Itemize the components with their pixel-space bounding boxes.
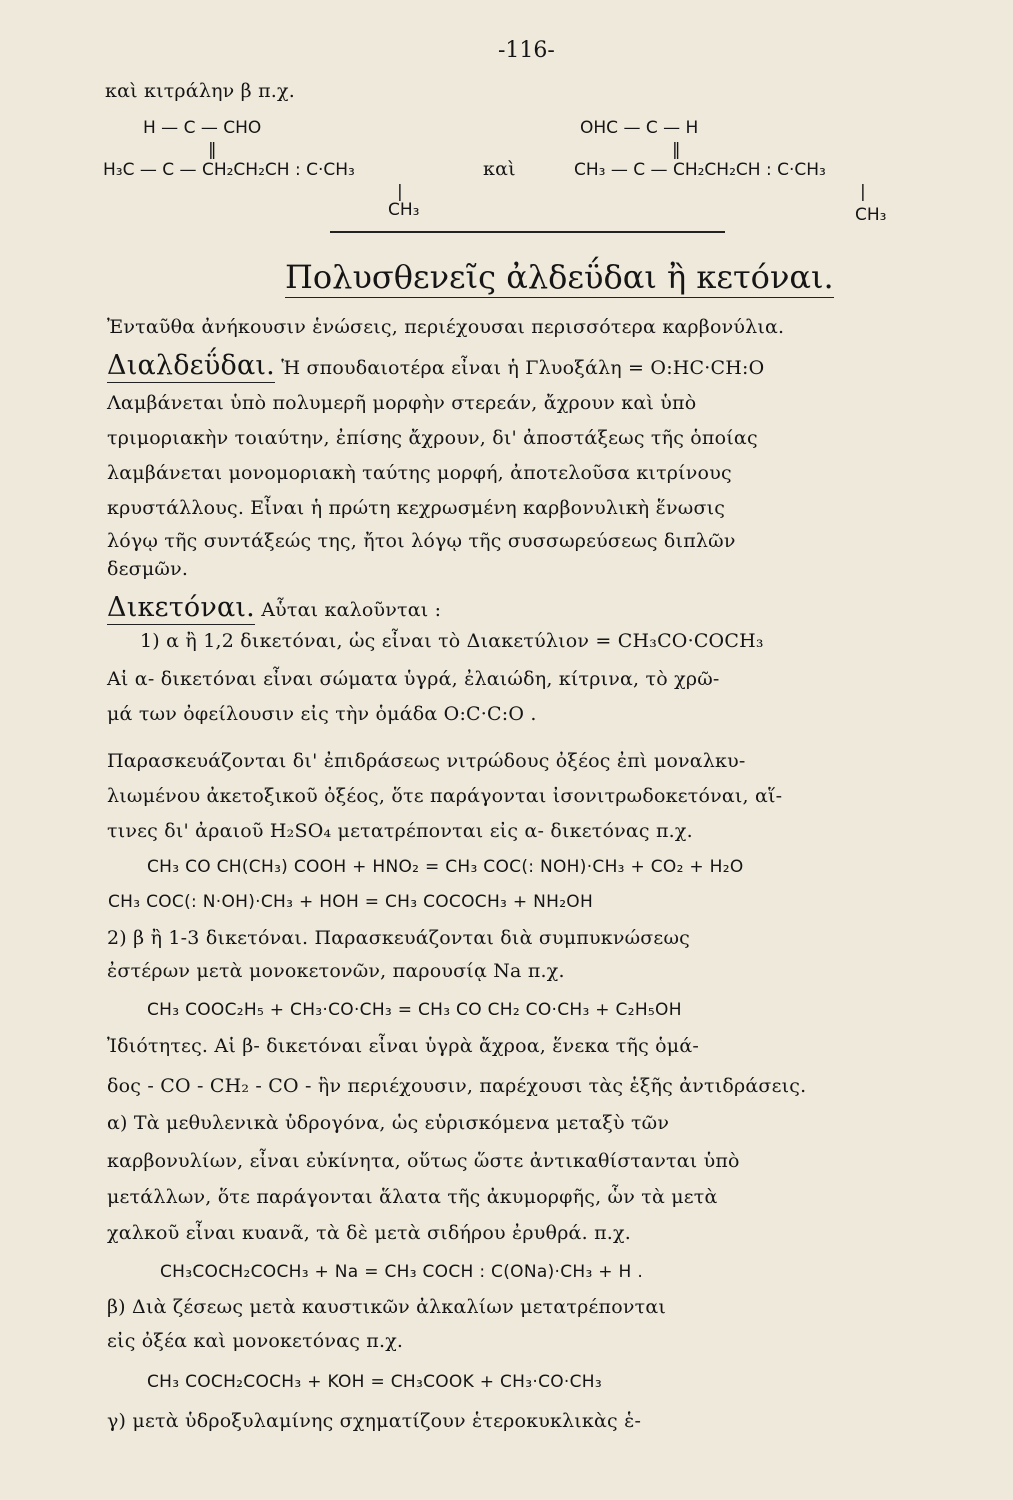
paragraph-text: Αἱ α- δικετόναι εἶναι σώματα ὑγρά, ἐλαιώδη, κίτρινα, τὸ χρῶ-	[107, 668, 720, 690]
paragraph-line	[107, 668, 720, 690]
paragraph-line	[107, 350, 764, 381]
section-title-text: Πολυσθενεῖς ἀλδεΰδαι ἢ κετόναι.	[285, 258, 834, 296]
paragraph-line	[107, 785, 782, 807]
paragraph-text: τινες δι' ἀραιοῦ H₂SO₄ μετατρέπονται εἰς α- δικετόνας π.χ.	[107, 820, 693, 842]
heading-dialdehydes: Διαλδεΰδαι.	[107, 350, 275, 381]
item-a-line-2: καρβονυλίων, εἶναι εὐκίνητα, οὕτως ὥστε ἀντικαθίστανται ὑπὸ	[107, 1150, 740, 1172]
structure-left-row1: H — C — CHO	[143, 118, 262, 138]
properties-line-2: δος - CO - CH₂ - CO - ἣν περιέχουσιν, παρέχουσι τὰς ἑξῆς ἀντιδράσεις.	[107, 1075, 807, 1097]
structure-right-branch: |	[860, 182, 866, 202]
paragraph-text: 1) α ἢ 1,2 δικετόναι, ὡς εἶναι τὸ Διακετύλιον = CH₃CO·COCH₃	[140, 630, 764, 652]
paragraph-text: Ἡ σπουδαιοτέρα εἶναι ἡ Γλυοξάλη = O:HC·CH:O	[281, 357, 765, 379]
item-a-line-1: α) Τὰ μεθυλενικὰ ὑδρογόνα, ὡς εὑρισκόμενα μεταξὺ τῶν	[107, 1112, 670, 1134]
item-b-line-2: εἰς ὀξέα καὶ μονοκετόνας π.χ.	[107, 1330, 404, 1352]
paragraph-line	[107, 703, 537, 725]
section-title	[285, 258, 834, 296]
paragraph-line	[107, 316, 784, 338]
paragraph-text: δεσμῶν.	[107, 558, 189, 580]
paragraph-text: Αὗται καλοῦνται :	[261, 599, 442, 621]
paragraph-line	[107, 558, 188, 580]
equation-3: CH₃ COOC₂H₅ + CH₃·CO·CH₃ = CH₃ CO CH₂ CO·CH₃ + C₂H₅OH	[147, 1000, 682, 1020]
heading-diketones: Δικετόναι.	[107, 592, 255, 623]
paragraph-text: κρυστάλλους. Εἶναι ἡ πρώτη κεχρωσμένη καρβονυλικὴ ἕνωσις	[107, 497, 726, 519]
item-a-line-4: χαλκοῦ εἶναι κυανᾶ, τὰ δὲ μετὰ σιδήρου ἐρυθρά. π.χ.	[107, 1222, 631, 1244]
paragraph-line	[107, 530, 736, 552]
intro-line: καὶ κιτράλην β π.χ.	[105, 80, 295, 102]
structure-left-branch: |	[397, 182, 403, 202]
paragraph-text: Παρασκευάζονται δι' ἐπιδράσεως νιτρώδους ὀξέος ἐπὶ μοναλκυ-	[107, 750, 746, 772]
equation-1: CH₃ CO CH(CH₃) COOH + HNO₂ = CH₃ COC(: NOH)·CH₃ + CO₂ + H₂O	[147, 857, 744, 877]
paragraph-text: μά των ὀφείλουσιν εἰς τὴν ὁμάδα O:C·C:O .	[107, 703, 537, 725]
structure-right-row1: OHC — C — H	[580, 118, 699, 138]
equation-5: CH₃ COCH₂COCH₃ + KOH = CH₃COOK + CH₃·CO·CH₃	[147, 1372, 602, 1392]
paragraph-text: Λαμβάνεται ὑπὸ πολυμερῆ μορφὴν στερεάν, ἄχρουν καὶ ὑπὸ	[107, 392, 697, 414]
paragraph-text: λιωμένου ἀκετοξικοῦ ὀξέος, ὅτε παράγονται ἰσονιτρωδοκετόναι, αἵ-	[107, 785, 783, 807]
paragraph-line	[107, 462, 732, 484]
item-b-line-1: β) Διὰ ζέσεως μετὰ καυστικῶν ἀλκαλίων μετατρέπονται	[107, 1296, 667, 1318]
equation-2: CH₃ COC(: N·OH)·CH₃ + HOH = CH₃ COCOCH₃ + NH₂OH	[108, 892, 594, 912]
structure-right-double-bond: ‖	[672, 140, 681, 160]
paragraph-line	[107, 820, 693, 842]
paragraph-text: Ἐνταῦθα ἀνήκουσιν ἑνώσεις, περιέχουσαι περισσότερα καρβονύλια.	[107, 316, 785, 338]
properties-line-1: Ἰδιότητες. Αἱ β- δικετόναι εἶναι ὑγρὰ ἄχροα, ἕνεκα τῆς ὁμά-	[107, 1035, 699, 1057]
paragraph-line	[140, 630, 764, 652]
section-divider	[330, 231, 725, 233]
paragraph-line	[107, 750, 745, 772]
equation-4: CH₃COCH₂COCH₃ + Na = CH₃ COCH : C(ONa)·CH₃ + H .	[160, 1262, 644, 1282]
paragraph-text: λόγῳ τῆς συντάξεώς της, ἤτοι λόγῳ τῆς συσσωρεύσεως διπλῶν	[107, 530, 736, 552]
structure-left-sub: CH₃	[388, 200, 420, 220]
paragraph-text: λαμβάνεται μονομοριακὴ ταύτης μορφή, ἀποτελοῦσα κιτρίνους	[107, 462, 732, 484]
paragraph-line	[107, 592, 441, 623]
structure-right-sub: CH₃	[855, 205, 887, 225]
paragraph-text: τριμοριακὴν τοιαύτην, ἐπίσης ἄχρουν, δι' ἀποστάξεως τῆς ὁποίας	[107, 427, 758, 449]
structure-left-row2: H₃C — C — CH₂CH₂CH : C·CH₃	[103, 160, 355, 180]
structure-left-double-bond: ‖	[208, 140, 217, 160]
structure-right-row2: CH₃ — C — CH₂CH₂CH : C·CH₃	[574, 160, 826, 180]
page-number: -116-	[498, 38, 555, 63]
item-a-line-3: μετάλλων, ὅτε παράγονται ἅλατα τῆς ἀκυμορφῆς, ὧν τὰ μετὰ	[107, 1186, 718, 1208]
structure-conjunction: καὶ	[483, 158, 516, 180]
paragraph-line	[107, 497, 725, 519]
paragraph-line	[107, 392, 696, 414]
item-c-line-1: γ) μετὰ ὑδροξυλαμίνης σχηματίζουν ἑτεροκυκλικὰς ἑ-	[107, 1410, 642, 1432]
beta-diketones-line-1: 2) β ἢ 1-3 δικετόναι. Παρασκευάζονται διὰ συμπυκνώσεως	[107, 927, 691, 949]
paragraph-line	[107, 427, 758, 449]
beta-diketones-line-2: ἐστέρων μετὰ μονοκετονῶν, παρουσίᾳ Na π.χ.	[107, 960, 565, 982]
